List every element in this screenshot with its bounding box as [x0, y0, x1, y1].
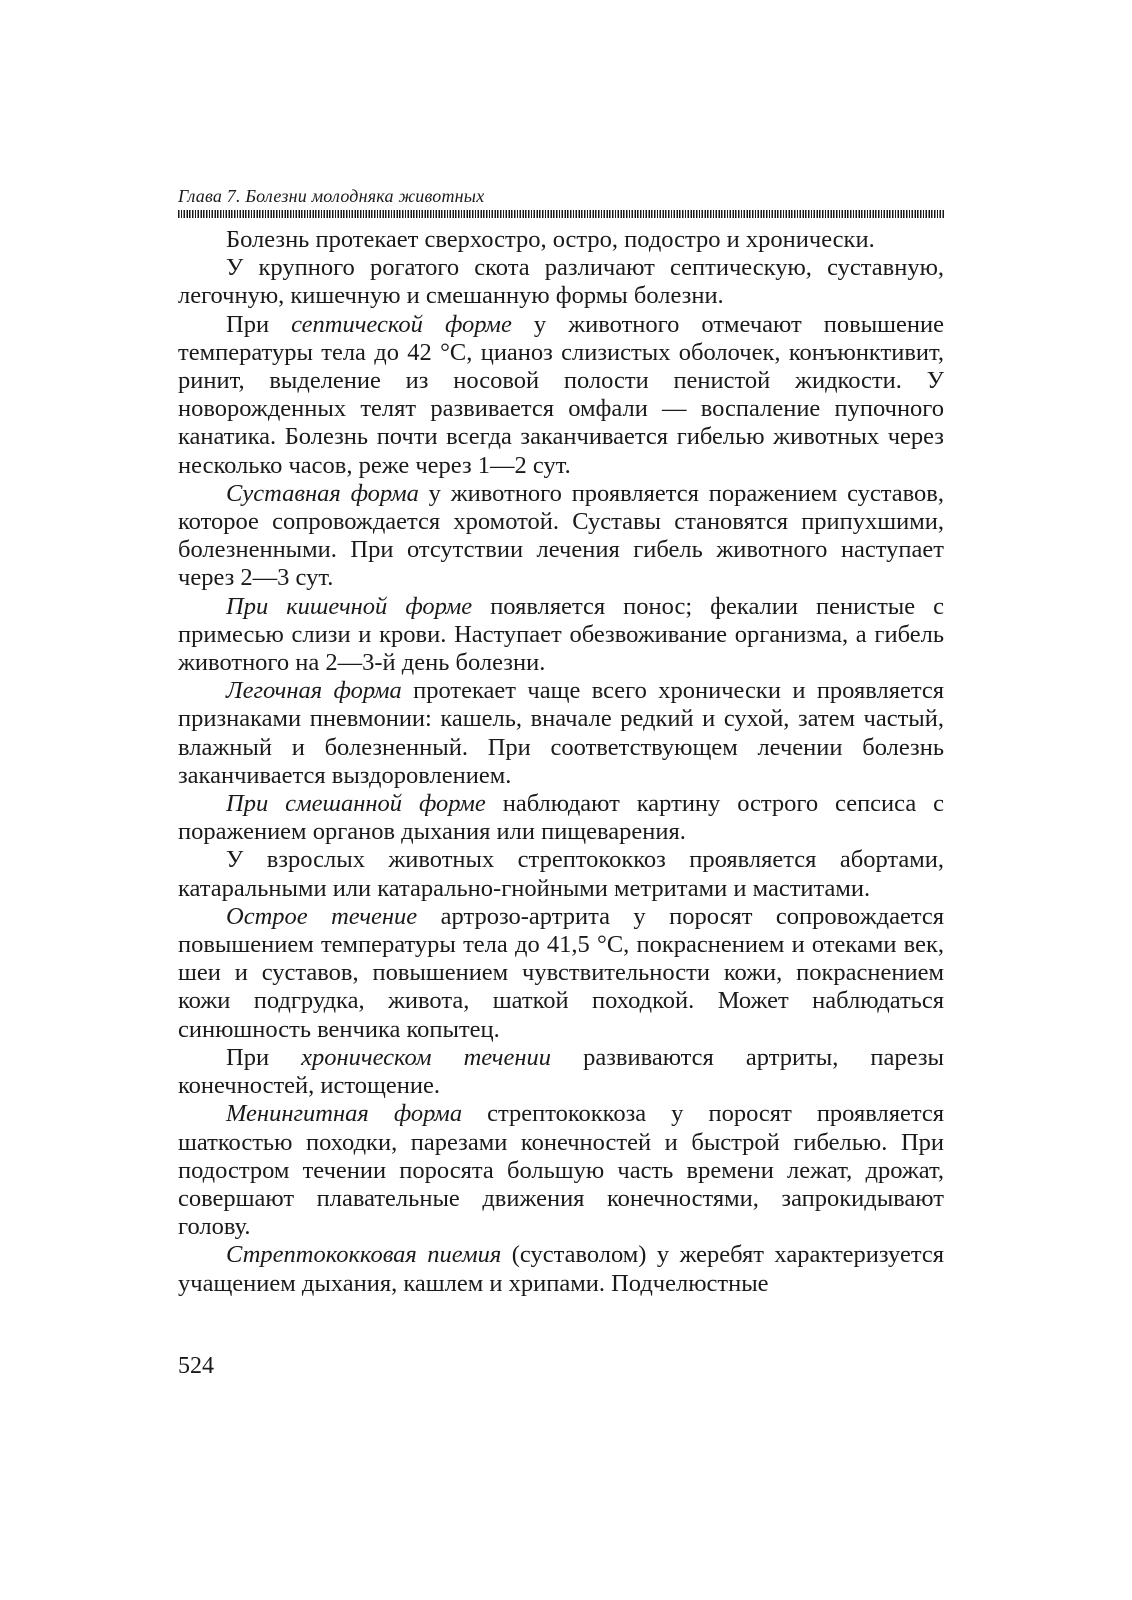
- paragraph: [178, 1241, 944, 1297]
- paragraph-text: У крупного рогатого скота различают септическую, суставную, легочную, кишечную и смешанную формы болезни.: [178, 254, 944, 310]
- paragraph-italic-term: Менингитная форма: [226, 1100, 463, 1128]
- paragraph-prefix: При: [226, 310, 292, 338]
- paragraph: [178, 1100, 944, 1241]
- page-number: 524: [178, 1353, 214, 1379]
- paragraph: [178, 903, 944, 1044]
- header-rule: [178, 210, 944, 218]
- paragraph-text: стрептококкоза у поросят проявляется шаткостью походки, парезами конечностей и быстрой гибелью. При подостром течении поросята большую часть времени лежат, дрожат, совершают плавательные движения конечностями, запрокидывают голову.: [178, 1100, 944, 1241]
- paragraph-text: появляется понос; фекалии пенистые с примесью слизи и крови. Наступает обезвоживание организма, а гибель животного на 2—3-й день болезни.: [178, 592, 945, 677]
- paragraph-italic-term: Стрептококковая пиемия: [226, 1241, 502, 1269]
- paragraph-text: наблюдают картину острого сепсиса с поражением органов дыхания или пищеварения.: [178, 790, 944, 846]
- paragraph: [178, 226, 944, 254]
- paragraph: [178, 846, 944, 902]
- paragraph-text: у животного отмечают повышение температуры тела до 42 °С, цианоз слизистых оболочек, конъюнктивит, ринит, выделение из носовой полости пенистой жидкости. У новорожденных телят развивается омфали — воспаление пупочного канатика. Болезнь почти всегда заканчивается гибелью животных через несколько часов, реже через 1—2 сут.: [178, 310, 944, 479]
- paragraph-italic-term: При кишечной форме: [226, 592, 473, 620]
- paragraph-italic-term: хроническом течении: [301, 1043, 552, 1071]
- running-header: Глава 7. Болезни молодняка животных: [178, 186, 485, 206]
- paragraph-text: (суставолом) у жеребят характеризуется учащением дыхания, кашлем и хрипами. Подчелюстные: [178, 1241, 944, 1297]
- paragraph-italic-term: Острое течение: [226, 902, 418, 930]
- paragraph-text: развиваются артриты, парезы конечностей, истощение.: [178, 1043, 944, 1100]
- paragraph: [178, 311, 944, 480]
- paragraph: [178, 254, 944, 310]
- paragraph-text: протекает чаще всего хронически и проявляется признаками пневмонии: кашель, вначале редкий и сухой, затем частый, влажный и болезненный. При соответствующем лечении болезнь заканчивается выздоровлением.: [178, 677, 944, 789]
- paragraph-text: артрозо-артрита у поросят сопровождается повышением температуры тела до 41,5 °С, покраснением и отеками век, шеи и суставов, повышением чувствительности кожи, покраснением кожи подгрудка, живота, шаткой походкой. Может наблюдаться синюшность венчика копытец.: [178, 902, 944, 1043]
- paragraph-italic-term: При смешанной форме: [226, 790, 486, 818]
- book-page: [178, 186, 944, 1298]
- paragraph: [178, 790, 944, 846]
- paragraph: [178, 677, 944, 790]
- body-text: [178, 226, 944, 1298]
- paragraph: [178, 1044, 944, 1100]
- paragraph-italic-term: септической форме: [291, 310, 512, 338]
- paragraph: [178, 593, 944, 678]
- paragraph-italic-term: Суставная форма: [226, 479, 419, 507]
- paragraph-text: У взрослых животных стрептококкоз проявляется абортами, катаральными или катарально-гнойными метритами и маститами.: [178, 846, 944, 902]
- paragraph-text: Болезнь протекает сверхостро, остро, подостро и хронически.: [226, 226, 875, 253]
- paragraph-prefix: При: [226, 1043, 302, 1071]
- paragraph-text: у животного проявляется поражением суставов, которое сопровождается хромотой. Суставы становятся припухшими, болезненными. При отсутствии лечения гибель животного наступает через 2—3 сут.: [178, 479, 944, 592]
- paragraph: [178, 480, 944, 593]
- paragraph-italic-term: Легочная форма: [226, 677, 402, 705]
